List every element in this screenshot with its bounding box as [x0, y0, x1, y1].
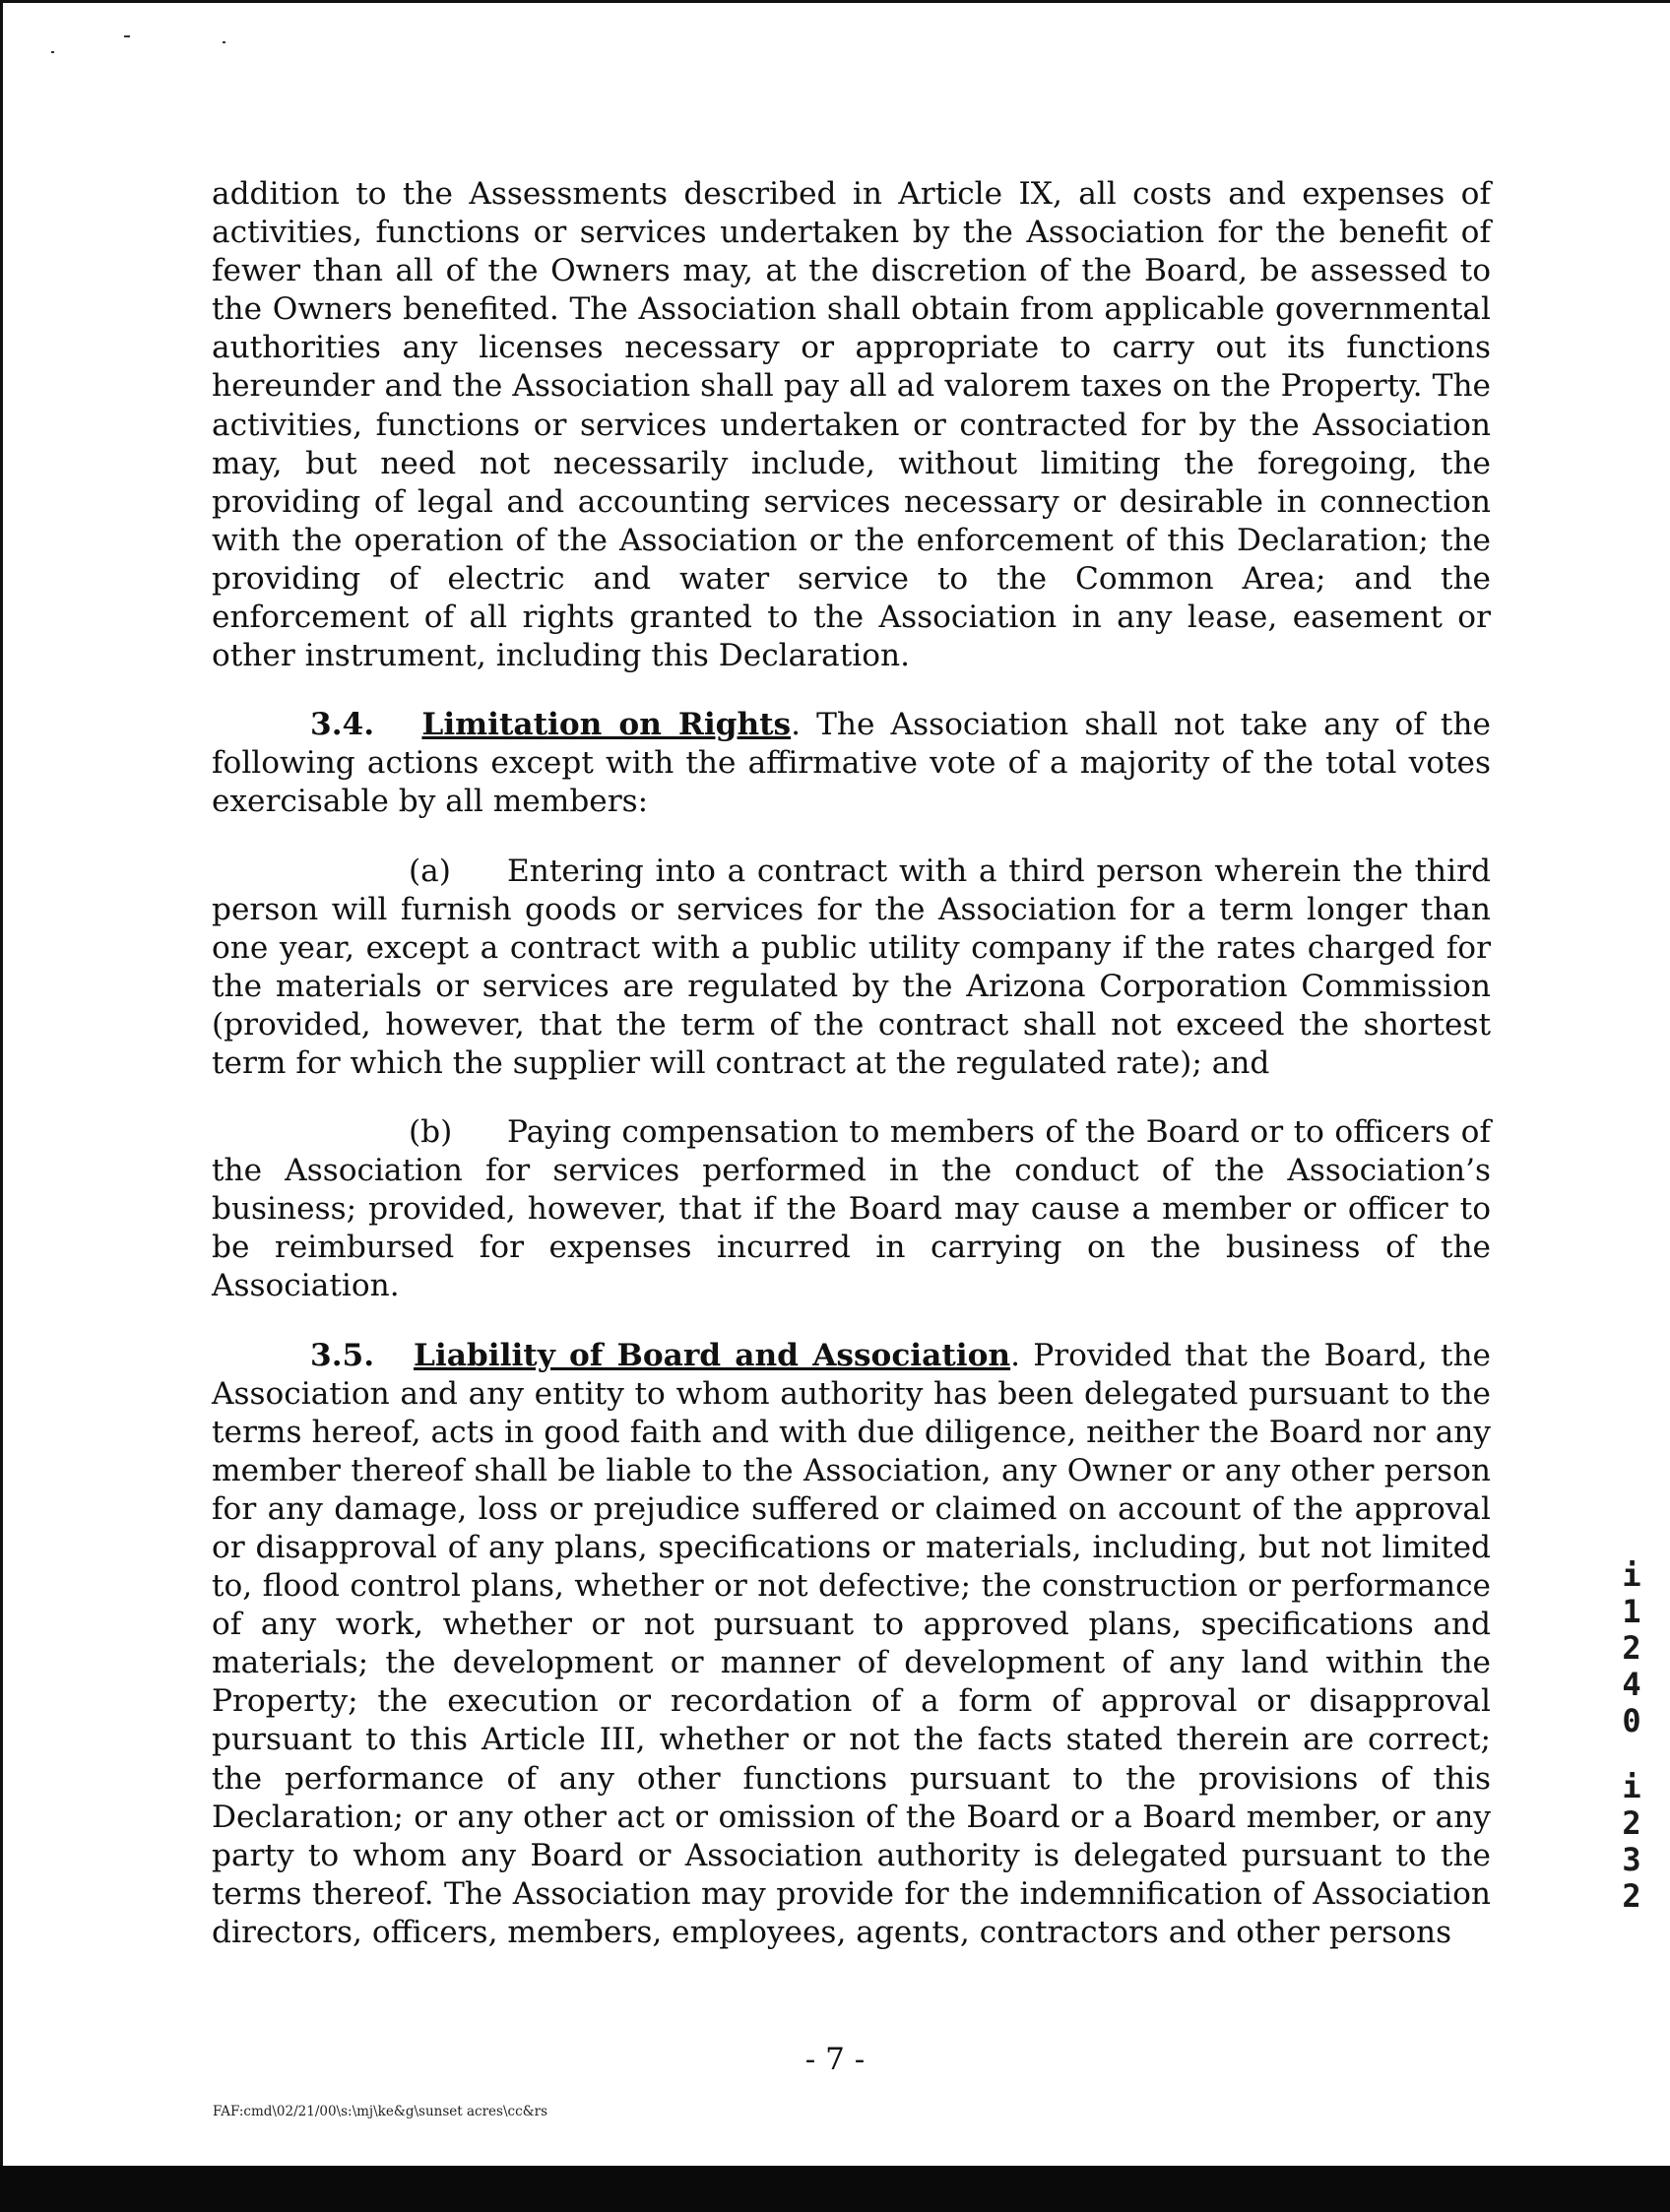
- section-3-4: [212, 706, 1491, 821]
- section-title: Limitation on Rights: [421, 707, 792, 743]
- subparagraph-text: Entering into a contract with a third person wherein the third person will furnish goods or services for the Association for a term longer than one year, except a contract with a public utility company if the rates charged for the materials or services are regulated by the Arizona Corporation Commission (provided, however, that the term of the contract shall not exceed the shortest term for which the supplier will contract at the regulated rate); and: [212, 853, 1491, 1081]
- section-text: . The Association shall not take any of the following actions except with the affirmative vote of a majority of the total votes exercisable by all members:: [212, 707, 1491, 820]
- scan-speck: [124, 35, 130, 37]
- footer-file-path: FAF:cmd\02/21/00\s:\mj\ke&g\sunset acres\cc&rs: [213, 2104, 548, 2119]
- page-number: - 7 -: [804, 2042, 866, 2077]
- stamp-digit: 4: [1622, 1666, 1641, 1703]
- scan-speck: [51, 51, 54, 53]
- stamp-digit: 2: [1622, 1804, 1641, 1842]
- stamp-digit: i: [1622, 1556, 1641, 1594]
- recording-stamp-number: [1618, 1557, 1645, 1915]
- stamp-digit: 2: [1622, 1629, 1641, 1667]
- document-body: [212, 175, 1491, 1952]
- section-text: . Provided that the Board, the Association and any entity to whom authority has been delegated pursuant to the terms hereof, acts in good faith and with due diligence, neither the Board nor any member thereof shall be liable to the Association, any Owner or any other person for any damage, loss or prejudice suffered or claimed on account of the approval or disapproval of any plans, specifications or materials, including, but not limited to, flood control plans, whether or not defective; the construction or performance of any work, whether or not pursuant to approved plans, specifications and materials; the development or manner of development of any land within the Property; the execution or recordation of a form of approval or disapproval pursuant to this Article III, whether or not the facts stated therein are correct; the performance of any other functions pursuant to the provisions of this Declaration; or any other act or omission of the Board or a Board member, or any party to whom any Board or Association authority is delegated pursuant to the terms thereof. The Association may provide for the indemnification of Association directors, officers, members, employees, agents, contractors and other persons: [212, 1337, 1491, 1950]
- scan-left-border: [0, 0, 3, 2166]
- scan-top-border: [0, 0, 1670, 3]
- stamp-digit: 3: [1622, 1841, 1641, 1878]
- stamp-digit: i: [1622, 1768, 1641, 1805]
- subparagraph-label: (b): [409, 1114, 453, 1151]
- subparagraph-text: Paying compensation to members of the Board or to officers of the Association for services performed in the conduct of the Association’s business; provided, however, that if the Board may cause a member or officer to be reimbursed for expenses incurred in carrying on the business of the Association.: [212, 1114, 1491, 1304]
- section-number: 3.4.: [310, 707, 375, 743]
- scan-bottom-border: [0, 2166, 1670, 2212]
- subparagraph-label: (a): [409, 853, 451, 889]
- subparagraph-a: [212, 853, 1491, 1084]
- scan-speck: [223, 41, 225, 43]
- section-title: Liability of Board and Association: [413, 1337, 1011, 1373]
- stamp-digit: 2: [1622, 1877, 1641, 1915]
- stamp-digit: 1: [1622, 1593, 1641, 1630]
- paragraph-continuation: addition to the Assessments described in Article IX, all costs and expenses of activities, functions or services undertaken by the Association for the benefit of fewer than all of the Owners may, at the discretion of the Board, be assessed to the Owners benefited. The Association shall obtain from applicable governmental authorities any licenses necessary or appropriate to carry out its functions hereunder and the Association shall pay all ad valorem taxes on the Property. The activities, functions or services undertaken or contracted for by the Association may, but need not necessarily include, without limiting the foregoing, the providing of legal and accounting services necessary or desirable in connection with the operation of the Association or the enforcement of this Declaration; the providing of electric and water service to the Common Area; and the enforcement of all rights granted to the Association in any lease, easement or other instrument, including this Declaration.: [212, 176, 1491, 674]
- subparagraph-b: [212, 1113, 1491, 1305]
- stamp-gap: [1618, 1739, 1645, 1769]
- stamp-digit: 0: [1622, 1702, 1641, 1739]
- section-number: 3.5.: [310, 1337, 375, 1373]
- section-3-5: [212, 1337, 1491, 1953]
